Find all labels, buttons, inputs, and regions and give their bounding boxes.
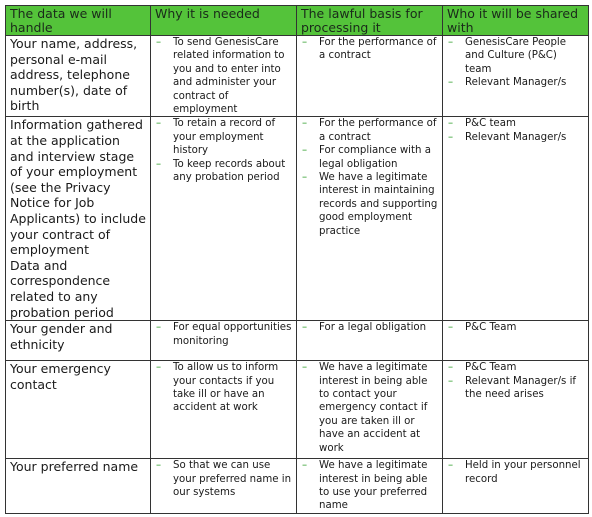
list-item <box>447 459 585 486</box>
dash-bullet-icon: – <box>448 362 454 374</box>
list-item-text: We have a legitimate interest in being able to contact your emergency contact if you are taken ill or have an accident at work <box>319 362 428 454</box>
shared-cell <box>443 321 589 361</box>
list-item <box>301 36 439 63</box>
why-cell <box>151 459 297 514</box>
list-item-text: Relevant Manager/s <box>465 131 567 143</box>
shared-cell <box>443 361 589 459</box>
shared-cell <box>443 117 589 321</box>
basis-cell <box>297 36 443 117</box>
bullet-list <box>155 321 293 348</box>
list-item-text: For compliance with a legal obligation <box>319 145 431 170</box>
data-text: Your gender and ethnicity <box>10 321 113 352</box>
list-item <box>301 117 439 144</box>
shared-cell <box>443 36 589 117</box>
list-item <box>155 321 293 348</box>
bullet-list <box>301 117 439 238</box>
bullet-list <box>447 361 585 401</box>
list-item <box>301 321 439 334</box>
list-item-text: To retain a record of your employment history <box>173 118 276 157</box>
shared-cell <box>443 459 589 514</box>
why-cell <box>151 361 297 459</box>
bullet-list <box>447 117 585 144</box>
dash-bullet-icon: – <box>448 322 454 334</box>
dash-bullet-icon: – <box>156 37 162 48</box>
list-item <box>155 36 293 116</box>
basis-cell <box>297 117 443 321</box>
bullet-list <box>301 459 439 513</box>
list-item-text: To allow us to inform your contacts if you take ill or have an accident at work <box>173 362 279 414</box>
dash-bullet-icon: – <box>156 158 162 170</box>
dash-bullet-icon: – <box>448 375 454 387</box>
list-item <box>447 131 585 144</box>
why-cell <box>151 117 297 321</box>
dash-bullet-icon: – <box>302 460 308 472</box>
list-item-text: We have a legitimate interest in being able to use your preferred name <box>319 460 428 512</box>
list-item <box>301 361 439 455</box>
table-row <box>6 117 589 321</box>
dash-bullet-icon: – <box>156 460 162 472</box>
header-basis: The lawful basis for processing it <box>297 6 443 36</box>
bullet-list <box>447 321 585 334</box>
list-item-text: Relevant Manager/s <box>465 77 567 89</box>
list-item <box>447 76 585 89</box>
list-item <box>301 459 439 513</box>
table-row <box>6 321 589 361</box>
list-item-text: P&C Team <box>465 322 517 334</box>
list-item-text: To send GenesisCare related information to you and to enter into and administer your contract of employment <box>173 37 285 116</box>
data-text: Your name, address, personal e-mail address, telephone number(s), date of birth <box>10 36 138 114</box>
data-text: Your emergency contact <box>10 361 111 392</box>
list-item-text: For the performance of a contract <box>319 37 437 62</box>
list-item <box>447 117 585 130</box>
list-item <box>155 459 293 499</box>
data-handling-table <box>5 5 589 514</box>
basis-cell <box>297 321 443 361</box>
bullet-list <box>155 36 293 116</box>
dash-bullet-icon: – <box>448 460 454 472</box>
data-text: Information gathered at the application and interview stage of your employment (see the Privacy Notice for Job Applicants) to include your contract of employment <box>10 117 146 258</box>
header-shared: Who it will be shared with <box>443 6 589 36</box>
why-cell <box>151 36 297 117</box>
dash-bullet-icon: – <box>302 322 308 334</box>
list-item-text: GenesisCare People and Culture (P&C) team <box>465 37 567 75</box>
list-item-text: So that we can use your preferred name in our systems <box>173 460 292 498</box>
basis-cell <box>297 361 443 459</box>
data-cell <box>6 117 151 321</box>
list-item <box>301 171 439 238</box>
list-item-text: P&C team <box>465 118 516 130</box>
dash-bullet-icon: – <box>156 362 162 374</box>
bullet-list <box>155 361 293 415</box>
list-item <box>301 144 439 171</box>
list-item-text: Relevant Manager/s if the need arises <box>465 375 576 400</box>
list-item <box>155 158 293 185</box>
basis-cell <box>297 459 443 514</box>
dash-bullet-icon: – <box>448 77 454 89</box>
table-row <box>6 36 589 117</box>
dash-bullet-icon: – <box>448 37 454 48</box>
dash-bullet-icon: – <box>156 322 162 334</box>
bullet-list <box>301 36 439 63</box>
dash-bullet-icon: – <box>302 362 308 374</box>
bullet-list <box>447 459 585 486</box>
header-row <box>6 6 589 36</box>
list-item-text: For equal opportunities monitoring <box>173 322 292 347</box>
dash-bullet-icon: – <box>448 131 454 143</box>
list-item <box>447 375 585 402</box>
list-item <box>447 36 585 76</box>
dash-bullet-icon: – <box>448 118 454 130</box>
table-row <box>6 361 589 459</box>
dash-bullet-icon: – <box>156 118 162 130</box>
bullet-list <box>301 321 439 334</box>
dash-bullet-icon: – <box>302 145 308 157</box>
dash-bullet-icon: – <box>302 118 308 130</box>
header-why: Why it is needed <box>151 6 297 36</box>
list-item <box>155 117 293 157</box>
list-item-text: Held in your personnel record <box>465 460 581 485</box>
bullet-list <box>155 117 293 184</box>
data-text: Data and correspondence related to any probation period <box>10 257 114 320</box>
list-item-text: For the performance of a contract <box>319 118 437 143</box>
data-text: Your preferred name <box>10 459 139 475</box>
data-cell <box>6 36 151 117</box>
list-item-text: P&C Team <box>465 362 517 374</box>
header-data: The data we will handle <box>6 6 151 36</box>
bullet-list <box>447 36 585 90</box>
data-cell <box>6 361 151 459</box>
data-cell <box>6 459 151 514</box>
dash-bullet-icon: – <box>302 37 308 48</box>
list-item <box>155 361 293 415</box>
list-item-text: We have a legitimate interest in maintaining records and supporting good employment practice <box>319 172 438 237</box>
list-item <box>447 361 585 374</box>
table-row <box>6 459 589 514</box>
list-item-text: To keep records about any probation period <box>173 158 286 184</box>
list-item <box>447 321 585 334</box>
dash-bullet-icon: – <box>302 172 308 184</box>
data-cell <box>6 321 151 361</box>
bullet-list <box>301 361 439 455</box>
why-cell <box>151 321 297 361</box>
list-item-text: For a legal obligation <box>319 322 427 334</box>
bullet-list <box>155 459 293 499</box>
